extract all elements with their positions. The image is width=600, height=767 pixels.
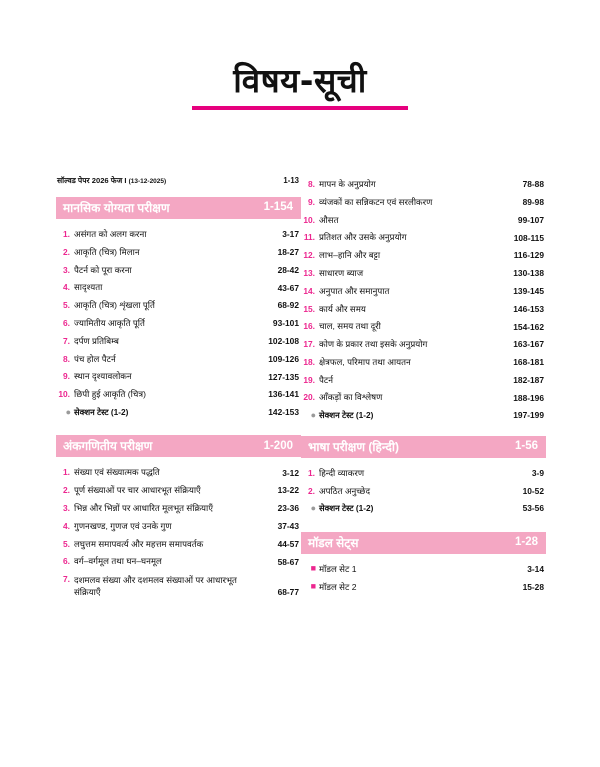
toc-entry[interactable]	[56, 571, 299, 602]
entry-page-range: 18-27	[277, 247, 299, 258]
entry-page-range: 163-167	[513, 339, 544, 350]
entry-label: आकृति (चित्र) मिलान	[74, 246, 140, 257]
entry-label: भिन्न और भिन्नों पर आधारित मूलभूत संक्रियाएँ	[74, 503, 214, 513]
entry-label: पूर्ण संख्याओं पर चार आधारभूत संक्रियाएँ	[74, 485, 201, 496]
entry-page-range: 28-42	[277, 264, 299, 275]
entry-page-range: 78-88	[522, 179, 544, 190]
entry-number: 8.	[63, 353, 70, 364]
toc-entry[interactable]	[56, 535, 299, 553]
entry-page-range: 3-17	[282, 229, 299, 240]
entry-page-range: 142-153	[268, 406, 299, 417]
entry-number: 12.	[303, 250, 315, 261]
entry-label: सेक्शन टेस्ट (1-2)	[319, 410, 374, 421]
entry-number: 6.	[63, 556, 70, 567]
entry-number: 5.	[63, 538, 70, 549]
entry-label: साधारण ब्याज	[319, 268, 364, 278]
entry-page-range: 102-108	[268, 336, 299, 347]
toc-section	[301, 176, 546, 425]
toc-entry[interactable]	[56, 333, 299, 351]
entry-number: 4.	[63, 520, 70, 531]
section-entry-list	[301, 561, 546, 597]
entry-number: 10.	[58, 389, 70, 400]
toc-entry[interactable]	[301, 212, 544, 230]
section-header-भाषा-परीक्षण-(हिन्दी)[interactable]	[301, 436, 546, 458]
toc-entry[interactable]	[56, 500, 299, 518]
toc-entry[interactable]	[301, 407, 544, 425]
section-header-मानसिक-योग्यता-परीक्षण[interactable]	[56, 197, 301, 219]
toc-entry[interactable]	[56, 464, 299, 482]
entry-number: 1.	[63, 467, 70, 478]
toc-entry[interactable]	[301, 336, 544, 354]
entry-label: असंगत को अलग करना	[74, 229, 147, 240]
entry-number: 4.	[63, 282, 70, 293]
entry-label: अपठित अनुच्छेद	[319, 485, 371, 496]
entry-number: 19.	[303, 374, 315, 385]
section-entry-list	[301, 176, 546, 425]
section-header-अंकगणितीय-परीक्षण[interactable]	[56, 435, 301, 457]
entry-page-range: 89-98	[522, 197, 544, 208]
entry-label: संख्या एवं संख्यात्मक पद्धति	[74, 467, 160, 478]
entry-label: प्रतिशत और उसके अनुप्रयोग	[319, 232, 407, 243]
left-sections	[56, 197, 301, 602]
entry-label: मॉडल सेट 2	[319, 581, 357, 592]
right-column	[301, 176, 546, 610]
entry-page-range: 116-129	[513, 250, 544, 261]
entry-page-range: 3-9	[531, 468, 544, 479]
title-underline-rule	[192, 106, 408, 110]
toc-entry[interactable]	[301, 465, 544, 483]
entry-page-range: 136-141	[268, 389, 299, 400]
entry-page-range: 139-145	[513, 286, 544, 297]
toc-section	[56, 197, 301, 421]
entry-label: मापन के अनुप्रयोग	[319, 179, 376, 190]
solved-paper-date: (13-12-2025)	[128, 178, 167, 185]
entry-number: 18.	[303, 356, 315, 367]
entry-label: सेक्शन टेस्ट (1-2)	[319, 503, 374, 514]
toc-entry[interactable]	[301, 561, 544, 579]
entry-number: 20.	[303, 392, 315, 403]
entry-label: क्षेत्रफल, परिमाप तथा आयतन	[319, 356, 411, 367]
entry-label: सेक्शन टेस्ट (1-2)	[74, 406, 129, 417]
section-page-range: 1-200	[263, 439, 293, 452]
section-page-range: 1-56	[514, 439, 538, 452]
entry-label: औसत	[319, 214, 339, 225]
toc-section	[301, 532, 546, 597]
toc-entry[interactable]	[56, 279, 299, 297]
solved-paper-title: सॉल्वड पेपर 2026 फेज I	[57, 176, 127, 185]
entry-number: 2.	[63, 485, 70, 496]
entry-page-range: 93-101	[272, 318, 299, 329]
toc-entry[interactable]	[56, 368, 299, 386]
toc-section	[56, 435, 301, 601]
toc-entry[interactable]	[301, 482, 544, 500]
entry-number: 9.	[308, 196, 315, 207]
entry-number: 14.	[303, 285, 315, 296]
toc-entry[interactable]	[301, 500, 544, 518]
toc-entry[interactable]	[301, 229, 544, 247]
entry-page-range: 3-14	[527, 564, 544, 575]
entry-number: 2.	[308, 485, 315, 496]
toc-entry[interactable]	[56, 518, 299, 536]
entry-page-range: 127-135	[268, 371, 299, 382]
page-title-block	[0, 0, 600, 110]
entry-label: लाभ–हानि और बट्टा	[319, 250, 381, 261]
entry-page-range: 99-107	[517, 214, 544, 225]
entry-label: चाल, समय तथा दूरी	[319, 321, 381, 332]
entry-page-range: 37-43	[277, 521, 299, 532]
section-header-मॉडल-सेट्स[interactable]	[301, 532, 546, 554]
entry-label: छिपी हुई आकृति (चित्र)	[74, 389, 146, 400]
entry-number: 5.	[63, 300, 70, 311]
entry-number: 17.	[303, 339, 315, 350]
entry-number: 8.	[308, 179, 315, 190]
entry-page-range: 15-28	[522, 581, 544, 592]
entry-number: 3.	[63, 264, 70, 275]
entry-label: आँकड़ों का विश्लेषण	[319, 392, 383, 403]
section-title: मानसिक योग्यता परीक्षण	[63, 201, 170, 215]
entry-page-range: 68-77	[277, 587, 299, 598]
entry-label: हिन्दी व्याकरण	[319, 467, 365, 478]
section-page-range: 1-28	[514, 536, 538, 549]
entry-page-range: 108-115	[513, 232, 544, 243]
entry-number: 13.	[303, 268, 315, 278]
toc-entry[interactable]	[301, 265, 544, 283]
entry-page-range: 58-67	[277, 556, 299, 567]
section-entry-list	[56, 464, 301, 601]
entry-number: 6.	[63, 318, 70, 328]
entry-label: कार्य और समय	[319, 303, 366, 314]
entry-number: 15.	[303, 303, 315, 314]
solved-paper-row[interactable]	[56, 176, 301, 187]
entry-page-range: 68-92	[277, 300, 299, 311]
entry-label: सादृश्यता	[74, 282, 103, 293]
round-bullet-icon: ●	[310, 410, 316, 421]
entry-label: स्थान दृश्यावलोकन	[74, 371, 132, 382]
left-column	[56, 176, 301, 616]
entry-number: 1.	[308, 467, 315, 478]
entry-number: 1.	[63, 229, 70, 240]
entry-number: 7.	[63, 335, 70, 346]
toc-entry[interactable]	[56, 315, 299, 333]
section-page-range: 1-154	[263, 201, 293, 214]
entry-number: 2.	[63, 246, 70, 257]
entry-number: 9.	[63, 371, 70, 382]
entry-page-range: 130-138	[513, 268, 544, 279]
entry-label: लघुत्तम समापवर्त्य और महत्तम समापवर्तक	[74, 538, 204, 549]
section-entry-list	[301, 465, 546, 518]
section-entry-list	[56, 226, 301, 421]
entry-page-range: 188-196	[513, 392, 544, 403]
entry-label: आकृति (चित्र) शृंखला पूर्ति	[74, 300, 155, 311]
entry-label: गुणनखण्ड, गुणज एवं उनके गुण	[74, 520, 172, 531]
toc-entry[interactable]	[301, 194, 544, 212]
round-bullet-icon: ●	[65, 406, 71, 417]
section-title: भाषा परीक्षण (हिन्दी)	[308, 439, 400, 454]
toc-entry[interactable]	[301, 176, 544, 194]
square-bullet-icon: ■	[310, 562, 316, 573]
entry-page-range: 146-153	[513, 303, 544, 314]
entry-label: पंच होल पैटर्न	[74, 353, 116, 364]
section-title: अंकगणितीय परीक्षण	[63, 439, 153, 454]
entry-label: पैटर्न को पूरा करना	[74, 264, 132, 275]
entry-label: कोण के प्रकार तथा इसके अनुप्रयोग	[319, 339, 428, 350]
toc-entry[interactable]	[56, 482, 299, 500]
toc-entry[interactable]	[56, 404, 299, 422]
page-title: विषय-सूची	[233, 61, 367, 100]
entry-page-range: 3-12	[282, 467, 299, 478]
section-title: मॉडल सेट्स	[308, 535, 359, 550]
entry-page-range: 154-162	[513, 321, 544, 332]
entry-label: अनुपात और समानुपात	[319, 285, 390, 296]
toc-columns	[0, 176, 600, 616]
toc-entry[interactable]	[56, 262, 299, 280]
entry-page-range: 53-56	[522, 503, 544, 514]
toc-entry[interactable]	[301, 283, 544, 301]
right-sections	[301, 176, 546, 596]
round-bullet-icon: ●	[310, 503, 316, 514]
toc-entry[interactable]	[56, 226, 299, 244]
entry-label: दशमलव संख्या और दशमलव संख्याओं पर आधारभूत संक्रियाएँ	[74, 575, 237, 598]
entry-number: 10.	[303, 214, 315, 225]
entry-number: 3.	[63, 503, 70, 513]
entry-page-range: 182-187	[513, 374, 544, 385]
entry-label: पैटर्न	[319, 374, 333, 385]
entry-page-range: 43-67	[277, 282, 299, 293]
toc-entry[interactable]	[301, 389, 544, 407]
toc-entry[interactable]	[56, 297, 299, 315]
entry-page-range: 44-57	[277, 538, 299, 549]
toc-entry[interactable]	[56, 386, 299, 404]
toc-entry[interactable]	[301, 300, 544, 318]
toc-entry[interactable]	[301, 354, 544, 372]
solved-paper-label	[57, 176, 166, 186]
toc-entry[interactable]	[301, 318, 544, 336]
toc-entry[interactable]	[56, 244, 299, 262]
entry-page-range: 10-52	[522, 485, 544, 496]
entry-number: 7.	[63, 574, 70, 585]
toc-section	[301, 436, 546, 518]
entry-page-range: 109-126	[268, 353, 299, 364]
entry-page-range: 168-181	[513, 357, 544, 368]
entry-number: 11.	[303, 232, 315, 243]
toc-entry[interactable]	[301, 372, 544, 390]
entry-label: दर्पण प्रतिबिम्ब	[74, 335, 119, 346]
entry-number: 16.	[303, 321, 315, 332]
toc-entry[interactable]	[56, 553, 299, 571]
entry-label: ज्यामितीय आकृति पूर्ति	[74, 318, 145, 328]
toc-entry[interactable]	[301, 247, 544, 265]
toc-entry[interactable]	[56, 350, 299, 368]
entry-label: वर्ग–वर्गमूल तथा घन–घनमूल	[74, 556, 162, 567]
entry-label: व्यंजकों का सन्निकटन एवं सरलीकरण	[319, 196, 433, 207]
square-bullet-icon: ■	[310, 580, 316, 591]
entry-label: मॉडल सेट 1	[319, 563, 357, 574]
solved-paper-pages: 1-13	[283, 176, 299, 185]
entry-page-range: 23-36	[277, 503, 299, 514]
toc-entry[interactable]	[301, 579, 544, 597]
entry-page-range: 197-199	[513, 410, 544, 421]
entry-page-range: 13-22	[277, 485, 299, 496]
